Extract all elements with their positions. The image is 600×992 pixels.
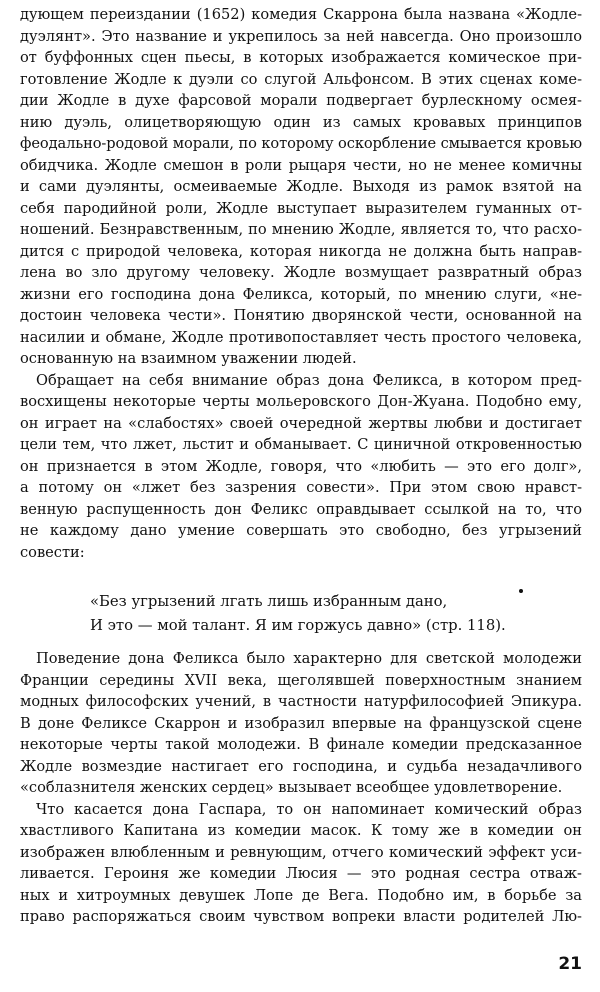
text-line: Обращает на себя внимание образ дона Феликса, в котором пред- — [36, 371, 582, 389]
text-line: обидчика. Жодле смешон в роли рыцаря чести, но не менее комичны — [20, 156, 582, 174]
text-line: право распоряжаться своим чувством вопреки власти родителей Лю- — [20, 908, 582, 925]
verse-line: «Без угрызений лгать лишь избранным дано, — [90, 593, 448, 610]
text-line: изображен влюбленным и ревнующим, отчего комический эффект уси- — [20, 843, 582, 861]
text-line: а потому он «лжет без зазрения совести». При этом свою нравст- — [20, 479, 582, 496]
text-line: от буффонных сцен пьесы, в которых изображается комическое при- — [20, 49, 582, 66]
text-line: насилии и обмане, Жодле противопоставляет честь простого человека, — [20, 328, 582, 346]
text-line: «соблазнителя женских сердец» вызывает всеобщее удовлетворение. — [20, 779, 563, 796]
text-line: нию дуэль, олицетворяющую один из самых кровавых принципов — [20, 113, 582, 131]
text-line: дующем переиздании (1652) комедия Скаррона была названа «Жодле- — [20, 6, 582, 23]
paragraph-felix-gaspar — [20, 648, 582, 928]
text-line: цели тем, что лжет, льстит и обманывает. С циничной откровенностью — [20, 436, 582, 453]
text-line: ливается. Героиня же комедии Люсия — это родная сестра отваж- — [20, 865, 582, 882]
text-line: не каждому дано умение совершать это свободно, без угрызений — [20, 522, 582, 539]
text-line: Франции середины XVII века, щеголявшей поверхностным знанием — [20, 671, 582, 689]
page-number: 21 — [558, 954, 582, 974]
text-line: феодально-родовой морали, по которому оскорбление смывается кровью — [20, 135, 582, 152]
text-line: Что касается дона Гаспара, то он напоминает комический образ — [36, 800, 582, 818]
text-line: некоторые черты такой молодежи. В финале комедии предсказанное — [20, 736, 582, 753]
text-line: он играет на «слабостях» своей очередной жертвы любви и достигает — [20, 414, 582, 432]
text-line: дится с природой человека, которая никогда не должна быть направ- — [20, 242, 582, 260]
text-line: восхищены некоторые черты мольеровского Дон-Жуана. Подобно ему, — [20, 393, 582, 410]
text-line: дии Жодле в духе фарсовой морали подвергает бурлескному осмея- — [20, 92, 582, 109]
verse-quote — [90, 590, 570, 638]
text-line: достоин человека чести». Понятию дворянской чести, основанной на — [20, 307, 582, 324]
text-line: готовление Жодле к дуэли со слугой Альфонсом. В этих сценах коме- — [20, 70, 582, 88]
text-line: лена во зло другому человеку. Жодле возмущает развратный образ — [20, 264, 582, 281]
text-line: Жодле возмездие настигает его господина, и судьба незадачливого — [20, 757, 582, 775]
text-line: он признается в этом Жодле, говоря, что «любить — это его долг», — [20, 457, 582, 475]
text-line: жизни его господина дона Феликса, который, по мнению слуги, «не- — [20, 285, 582, 303]
verse-line: И это — мой талант. Я им горжусь давно» (стр. 118). — [90, 617, 506, 634]
text-line: венную распущенность дон Феликс оправдывает ссылкой на то, что — [20, 500, 582, 518]
paragraph-dueling — [20, 4, 582, 563]
text-line: хвастливого Капитана из комедии масок. К тому же в комедии он — [20, 822, 582, 839]
text-line: модных философских учений, в частности натурфилософией Эпикура. — [20, 693, 582, 710]
text-line: основанную на взаимном уважении людей. — [20, 350, 357, 367]
text-line: ных и хитроумных девушек Лопе де Вега. Подобно им, в борьбе за — [20, 886, 582, 904]
text-line: и сами дуэлянты, осмеиваемые Жодле. Выходя из рамок взятой на — [20, 178, 582, 195]
text-line: себя пародийной роли, Жодле выступает выразителем гуманных от- — [20, 199, 582, 217]
text-line: Поведение дона Феликса было характерно для светской молодежи — [36, 650, 582, 667]
text-line: В доне Феликсе Скаррон и изобразил впервые на французской сцене — [20, 714, 582, 732]
text-line: дуэлянт». Это название и укрепилось за ней навсегда. Оно произошло — [20, 27, 582, 45]
text-line: совести: — [20, 543, 85, 561]
text-line: ношений. Безнравственным, по мнению Жодле, является то, что расхо- — [20, 221, 582, 238]
